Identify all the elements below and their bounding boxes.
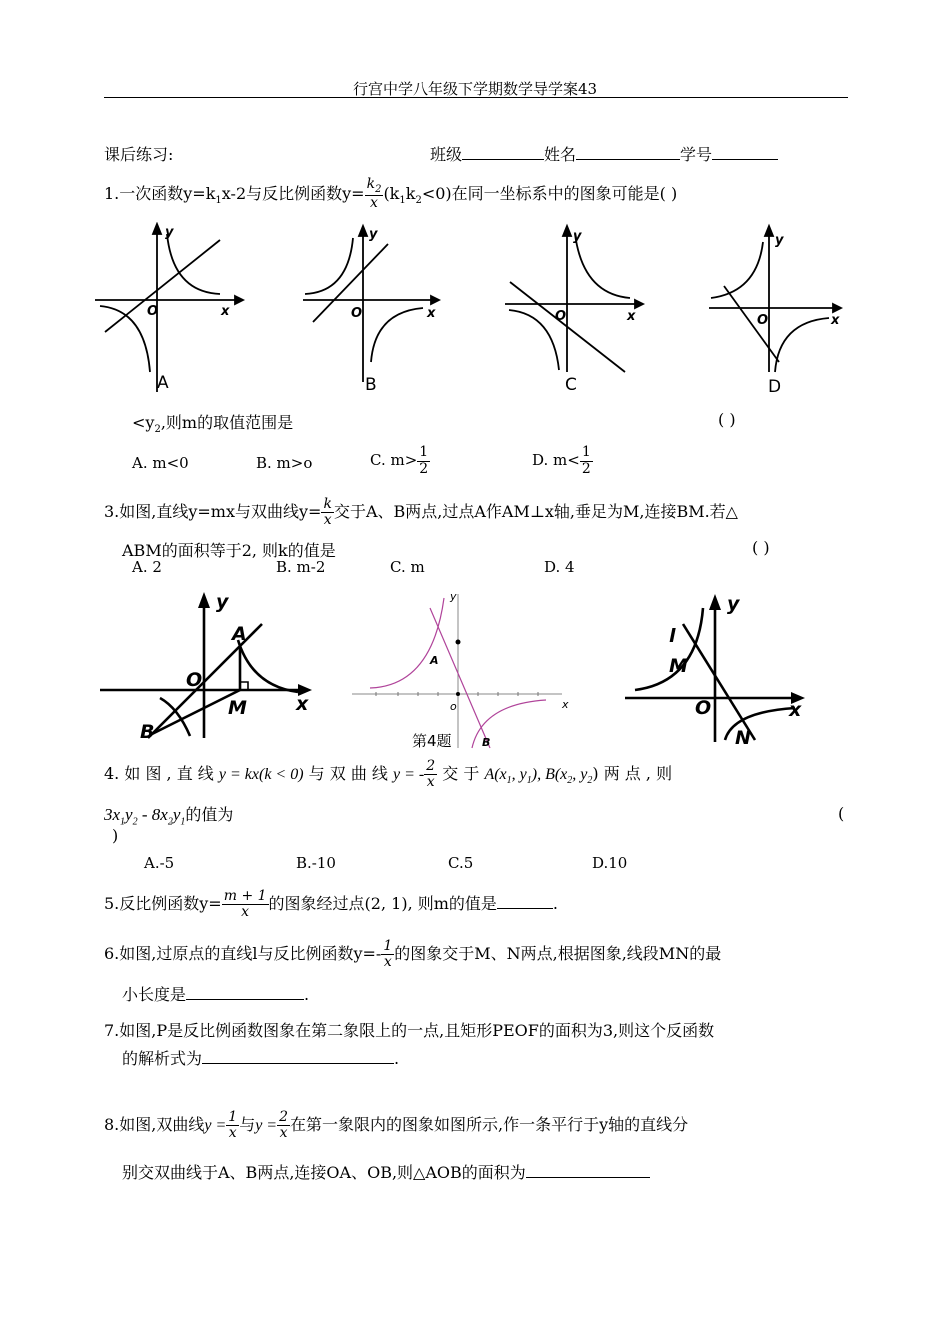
fig3-label-o: O xyxy=(186,669,203,691)
fig6-label-x: x xyxy=(789,699,802,721)
q5-rest: 的图象经过点(2, 1), 则m的值是 xyxy=(268,894,497,913)
q4-option-d[interactable]: D.10 xyxy=(592,854,628,872)
fig6-label-o: O xyxy=(695,697,712,719)
q6-figure xyxy=(625,590,815,745)
q3-fraction xyxy=(321,497,333,529)
q2-d-num: 1 xyxy=(581,444,591,461)
q1-cond-sub2: 2 xyxy=(415,195,422,207)
q4-paren-close: ) xyxy=(112,826,119,845)
q4-option-b[interactable]: B.-10 xyxy=(296,854,336,872)
fig4-label-o: o xyxy=(450,700,457,713)
q3-frac-num: k xyxy=(323,495,332,512)
q2-option-d-frac xyxy=(580,445,593,477)
q4-pt-b-y: , y xyxy=(572,766,588,783)
q7-line2 xyxy=(122,1046,399,1069)
q2-sub: 2 xyxy=(154,424,161,436)
graph-label-b: B xyxy=(365,375,377,395)
q4-option-a[interactable]: A.-5 xyxy=(144,854,175,872)
q4-l2-c: - 8x xyxy=(137,805,168,824)
q1-lead: 1.一次函数y=k xyxy=(104,184,216,203)
graph-label-a: A xyxy=(157,373,169,393)
q2-option-c-frac xyxy=(417,445,430,477)
q6-rest: 的图象交于M、N两点,根据图象,线段MN的最 xyxy=(394,944,722,963)
q2-rest: ,则m的取值范围是 xyxy=(160,413,294,432)
svg-text:x: x xyxy=(831,313,840,328)
graph-b xyxy=(303,226,439,382)
svg-text:O: O xyxy=(351,306,363,321)
q6-answer-blank[interactable] xyxy=(186,984,304,1000)
q8-f2-num: 2 xyxy=(279,1108,289,1125)
fig6-label-n: N xyxy=(735,727,751,745)
q8-expr2: y = xyxy=(255,1117,278,1134)
q8-expr1: y = xyxy=(204,1117,227,1134)
q1-cond-sub1: 1 xyxy=(399,195,406,207)
q4-expr-line: y = kx(k < 0) xyxy=(218,766,304,783)
fig3-label-a: A xyxy=(232,623,247,645)
graph-label-d: D xyxy=(768,377,782,397)
q4-l2-s1: 1 xyxy=(120,816,126,828)
q8-mid: 与 xyxy=(239,1115,256,1134)
fig3-label-m: M xyxy=(228,697,247,719)
q4-option-c[interactable]: C.5 xyxy=(448,854,474,872)
q2-c-num: 1 xyxy=(419,444,429,461)
class-blank[interactable] xyxy=(462,144,544,160)
class-label: 班级 xyxy=(430,145,463,164)
q4-fraction xyxy=(424,759,437,791)
svg-text:x: x xyxy=(427,306,436,321)
q4-pt-a-y: , y xyxy=(511,766,527,783)
q4-l2-a: 3x xyxy=(104,805,121,824)
q1-cond-mid: k xyxy=(405,184,416,203)
q5-fraction xyxy=(222,889,269,921)
q3-option-c[interactable]: C. m xyxy=(390,558,425,576)
q4-expr-curve: y = - xyxy=(393,766,425,783)
fig4-label-b: B xyxy=(482,736,491,749)
q4-l2-s4: 1 xyxy=(180,816,186,828)
q5-frac-num: m + 1 xyxy=(223,887,267,904)
fig4-caption: 第4题 xyxy=(412,732,452,750)
fig3-label-b: B xyxy=(140,721,155,743)
fig3-label-x: x xyxy=(296,693,309,715)
q4-l2-b: y xyxy=(125,805,133,824)
q1-mid: x-2与反比例函数y= xyxy=(221,184,365,203)
fig4-label-x: x xyxy=(562,698,569,711)
svg-text:y: y xyxy=(369,227,378,242)
q1-tail: <0)在同一坐标系中的图象可能是( ) xyxy=(421,184,678,203)
question-3-line1 xyxy=(104,492,738,532)
q1-frac-sub: 2 xyxy=(375,184,382,196)
q1-cond: (k xyxy=(383,184,400,203)
graph-label-c: C xyxy=(565,375,577,395)
svg-text:O: O xyxy=(555,309,567,324)
name-label: 姓名 xyxy=(544,145,577,164)
q1-graphs xyxy=(95,222,865,400)
fig4-label-y: y xyxy=(450,590,457,603)
svg-text:y: y xyxy=(573,229,582,244)
q3-line1-rest: 交于A、B两点,过点A作AM⊥x轴,垂足为M,连接BM.若△ xyxy=(333,502,738,521)
svg-text:y: y xyxy=(775,233,784,248)
q5-frac-den: x xyxy=(241,904,250,920)
fig6-label-m: M xyxy=(669,655,688,677)
q4-frac-num: 2 xyxy=(426,757,436,774)
q6-frac-den: x xyxy=(383,954,392,970)
q4-l2-s3: 2 xyxy=(167,816,173,828)
q6-lead: 6.如图,过原点的直线l与反比例函数y=- xyxy=(104,944,382,963)
q2-d-den: 2 xyxy=(581,460,591,477)
page-header: 行宫中学八年级下学期数学导学案43 xyxy=(352,80,598,98)
q4-mid: 与 双 曲 线 xyxy=(308,764,388,783)
q2-options xyxy=(132,448,189,478)
q1-fraction xyxy=(365,177,384,211)
number-blank[interactable] xyxy=(712,144,778,160)
q3-option-d[interactable]: D. 4 xyxy=(544,558,575,576)
q7-line2-text: 的解析式为 xyxy=(122,1049,203,1068)
question-4-line2 xyxy=(104,802,233,827)
q8-fraction-2 xyxy=(277,1110,290,1142)
q1-frac-num: k xyxy=(366,176,376,193)
question-1 xyxy=(104,176,677,219)
q6-frac-num: 1 xyxy=(383,937,393,954)
fig3-label-y: y xyxy=(216,591,229,613)
question-5 xyxy=(104,884,558,924)
q4-paren-open[interactable]: ( xyxy=(838,804,845,823)
number-label: 学号 xyxy=(680,145,713,164)
q3-frac-den: x xyxy=(323,512,332,528)
q3-paren[interactable]: ( ) xyxy=(752,538,770,557)
q4-lead: 4. 如 图 , 直 线 xyxy=(104,764,214,783)
q6-line2-text: 小长度是 xyxy=(122,985,187,1004)
q8-lead: 8.如图,双曲线 xyxy=(104,1115,205,1134)
q1-frac-den: x xyxy=(370,195,378,212)
svg-text:O: O xyxy=(147,304,159,319)
question-8 xyxy=(104,1104,688,1147)
q8-line2-text: 别交双曲线于A、B两点,连接OA、OB,则△AOB的面积为 xyxy=(122,1163,526,1182)
q4-s1: 1 xyxy=(506,775,512,787)
q4-s1b: 1 xyxy=(526,775,532,787)
q4-l2-rest: 的值为 xyxy=(185,805,234,824)
q4-l2-d: y xyxy=(172,805,181,824)
question-4-line1 xyxy=(104,752,672,803)
q8-f1-num: 1 xyxy=(228,1108,238,1125)
q2-option-d[interactable] xyxy=(532,440,593,480)
q6-fraction xyxy=(381,939,394,971)
q2-c-den: 2 xyxy=(419,460,429,477)
q4-frac-den: x xyxy=(426,774,435,790)
q6-end: . xyxy=(304,985,310,1004)
q2-option-c[interactable] xyxy=(370,440,430,480)
q2-option-c-text: C. m> xyxy=(370,451,418,469)
fig6-label-l: l xyxy=(669,625,676,647)
q3-option-b[interactable]: B. m-2 xyxy=(276,558,326,576)
q8-answer-blank[interactable] xyxy=(526,1162,650,1178)
q4-s2b: 2 xyxy=(587,775,593,787)
q2-paren[interactable]: ( ) xyxy=(718,410,736,429)
graph-c xyxy=(505,226,643,372)
q8-fraction-1 xyxy=(226,1110,239,1142)
q8-f1-den: x xyxy=(228,1125,237,1141)
q2-option-a[interactable]: A. m<0 xyxy=(132,454,189,472)
q7-end: . xyxy=(394,1049,400,1068)
q7-line1: 7.如图,P是反比例函数图象在第二象限上的一点,且矩形PEOF的面积为3,则这个反函数 xyxy=(104,1021,715,1040)
q4-l2-s2: 2 xyxy=(132,816,138,828)
svg-text:y: y xyxy=(165,225,174,240)
q4-tail: ) 两 点 , 则 xyxy=(592,764,673,783)
q5-lead: 5.反比例函数y= xyxy=(104,894,222,913)
svg-text:O: O xyxy=(757,313,769,328)
q8-f2-den: x xyxy=(279,1125,288,1141)
fig4-label-a: A xyxy=(430,654,439,667)
q1-sub-k1: 1 xyxy=(215,195,222,207)
q4-pt-a: A(x xyxy=(484,766,507,783)
q6-line2 xyxy=(122,982,309,1005)
q4-pt-b: ), B(x xyxy=(531,766,568,783)
exercise-label: 课后练习: xyxy=(104,145,174,164)
q3-figure xyxy=(100,588,320,748)
fig6-label-y: y xyxy=(727,593,740,615)
q2-option-b[interactable]: B. m>o xyxy=(256,454,313,472)
q4-figure xyxy=(350,588,580,753)
q3-lead: 3.如图,直线y=mx与双曲线y= xyxy=(104,502,322,521)
q4-points xyxy=(484,766,593,787)
info-line xyxy=(104,142,173,165)
q3-line2: ABM的面积等于2, 则k的值是 xyxy=(122,541,336,560)
q8-line2 xyxy=(122,1160,650,1183)
svg-text:x: x xyxy=(627,309,636,324)
q3-option-a[interactable]: A. 2 xyxy=(132,558,162,576)
q2-option-d-text: D. m< xyxy=(532,451,580,469)
svg-text:x: x xyxy=(221,304,230,319)
question-6 xyxy=(104,934,721,974)
question-2 xyxy=(132,410,293,435)
q5-end: . xyxy=(552,894,559,913)
header-rule xyxy=(104,97,848,98)
q7-answer-blank[interactable] xyxy=(202,1048,394,1064)
q2-text: <y xyxy=(132,413,155,432)
info-fields xyxy=(430,142,778,165)
q4-s2: 2 xyxy=(567,775,573,787)
name-blank[interactable] xyxy=(576,144,680,160)
q5-answer-blank[interactable] xyxy=(497,893,553,909)
q8-rest: 在第一象限内的图象如图所示,作一条平行于y轴的直线分 xyxy=(290,1115,689,1134)
q4-mid2: 交 于 xyxy=(442,764,480,783)
